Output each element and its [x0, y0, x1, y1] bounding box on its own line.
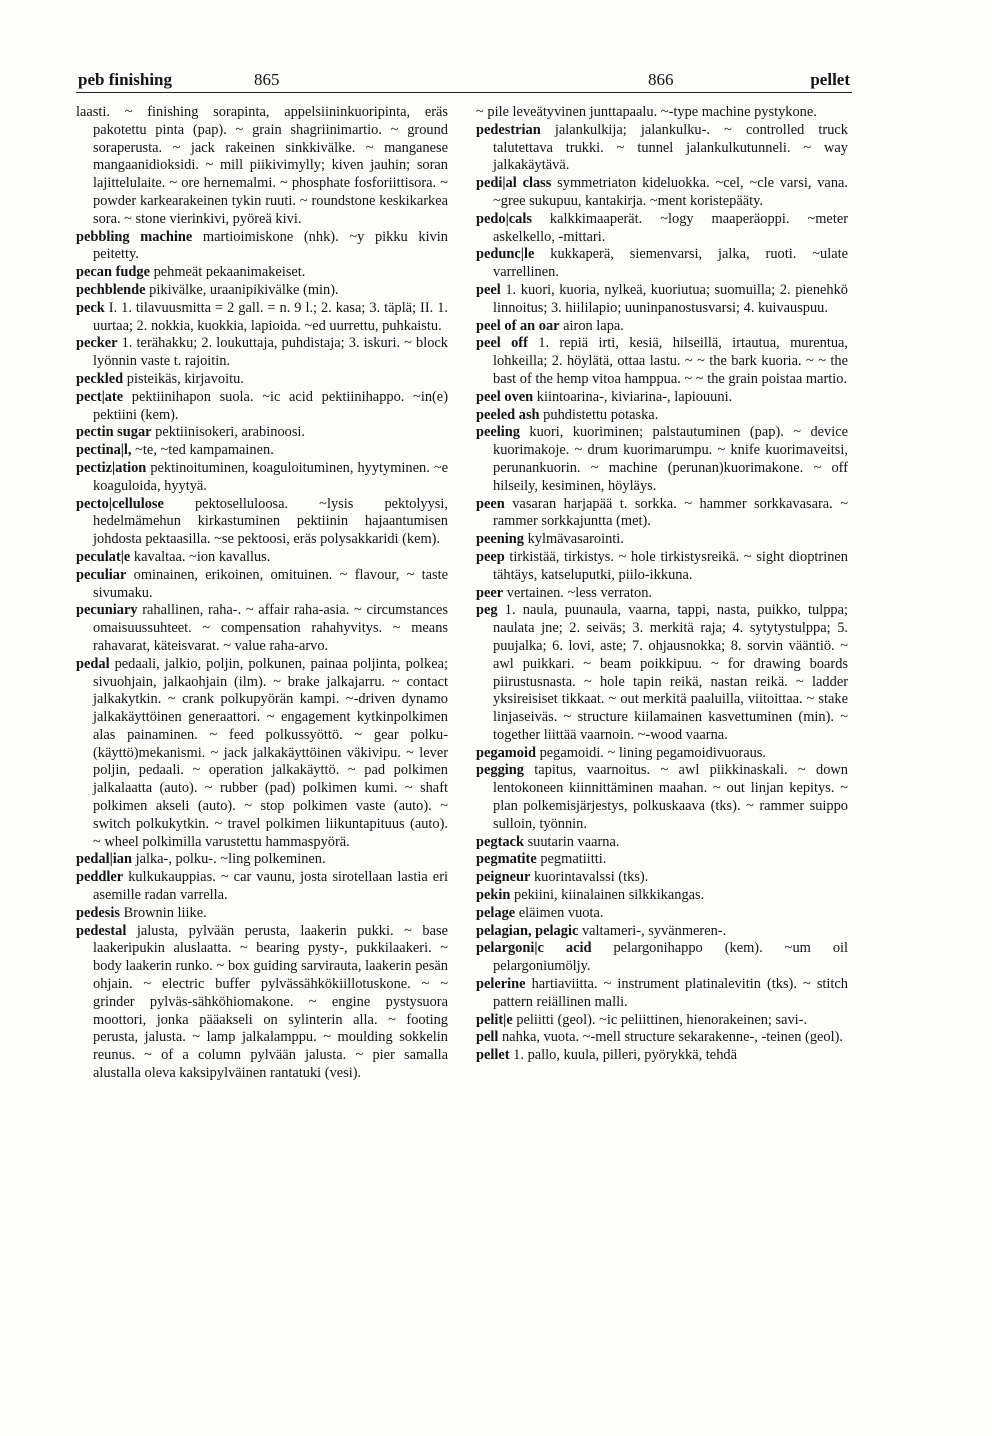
dictionary-entry [76, 389, 448, 425]
dictionary-entry [76, 104, 448, 229]
left-page-number: 865 [254, 70, 280, 89]
entry-headword: pell [476, 1029, 499, 1046]
dictionary-entry [476, 335, 848, 388]
entry-headword: pedesis [76, 904, 120, 921]
dictionary-entry [476, 549, 848, 585]
entry-headword: pecan fudge [76, 264, 150, 281]
entry-definition: I. 1. tilavuusmitta = 2 gall. = n. 9 l.; 2. kasa; 3. täplä; II. 1. uurtaa; 2. nokkia, kuokkia, lapioida. ~ed uurrettu, puhkaistu. [93, 299, 448, 334]
entry-headword: peeling [476, 424, 520, 441]
entry-definition: pegamoidi. ~ lining pegamoidivuoraus. [535, 744, 766, 761]
entry-headword: pectina|l, [76, 442, 132, 459]
dictionary-entry [476, 762, 848, 833]
entry-headword: pedi|al class [476, 175, 552, 192]
entry-headword: pelerine [476, 976, 526, 993]
entry-headword: pedal|ian [76, 851, 132, 868]
entry-definition: ~ pile leveätyvinen junttapaalu. ~-type machine pystykone. [476, 104, 817, 120]
entry-headword: peg [476, 602, 498, 619]
dictionary-entry [476, 496, 848, 532]
entry-headword: pegmatite [476, 851, 537, 868]
entry-headword: peening [476, 531, 524, 548]
left-column [76, 104, 448, 1083]
entry-headword: pekin [476, 887, 511, 904]
dictionary-entry [76, 602, 448, 655]
entry-definition: airon lapa. [559, 317, 624, 334]
dictionary-entry [476, 122, 848, 175]
dictionary-entry [76, 300, 448, 336]
dictionary-entry [476, 407, 848, 425]
entry-headword: peddler [76, 869, 124, 886]
entry-definition: tirkistää, tirkistys. ~ hole tirkistysreikä. ~ sight dioptrinen tähtäys, katseluputki, piilo-ikkuna. [493, 548, 848, 583]
dictionary-entry [76, 229, 448, 265]
dictionary-entry [76, 442, 448, 460]
entry-definition: peliitti (geol). ~ic peliittinen, hienorakeinen; savi-. [512, 1011, 808, 1028]
dictionary-entry [476, 246, 848, 282]
entry-definition: eläimen vuota. [515, 904, 604, 921]
dictionary-entry [476, 923, 848, 941]
entry-headword: pegging [476, 762, 524, 779]
entry-definition: pektiinisokeri, arabinoosi. [151, 424, 306, 441]
entry-headword: peer [476, 584, 504, 601]
right-page-number: 866 [648, 70, 674, 89]
entry-definition: ominainen, erikoinen, omituinen. ~ flavour, ~ taste sivumaku. [93, 566, 448, 601]
entry-definition: kavaltaa. ~ion kavallus. [130, 548, 271, 565]
dictionary-entry [476, 104, 848, 122]
entry-headword: pedestal [76, 922, 127, 939]
dictionary-entry [476, 585, 848, 603]
entry-headword: pedunc|le [476, 246, 535, 263]
entry-definition: 1. repiä irti, kesiä, hilseillä, irtautua, murentua, lohkeilla; 2. höylätä, ottaa lastu. ~ ~ the bark kuoria. ~ ~ the bast of the hemp vitoa hamppua. ~ ~ the grain poistaa martio. [493, 335, 849, 387]
dictionary-entry [476, 602, 848, 744]
entry-definition: vasaran harjapää t. sorkka. ~ hammer sorkkavasara. ~ rammer sorkkajuntta (met). [493, 495, 848, 530]
running-header [78, 70, 850, 94]
dictionary-entry [476, 531, 848, 549]
entry-headword: pedestrian [476, 121, 541, 138]
dictionary-entry [76, 371, 448, 389]
entry-definition: jalka-, polku-. ~ling polkeminen. [131, 851, 326, 868]
entry-headword: pedo|cals [476, 210, 532, 227]
entry-headword: pedal [76, 655, 110, 672]
dictionary-entry [476, 175, 848, 211]
entry-headword: pectin sugar [76, 424, 152, 441]
entry-definition: tapitus, vaarnoitus. ~ awl piikkinaskali. ~ down lentokoneen kiinnittäminen maahan. ~ out linjan kepitys. ~ plan polkemisjärjestys, polkuskaava (tks). ~ rammer suippo sulloin, työnnin. [493, 762, 848, 832]
entry-headword: pegtack [476, 833, 524, 850]
dictionary-entry [476, 976, 848, 1012]
entry-headword: pegamoid [476, 744, 536, 761]
dictionary-entry [76, 496, 448, 549]
dictionary-entry [76, 264, 448, 282]
entry-definition: 1. terähakku; 2. loukuttaja, puhdistaja; 3. iskuri. ~ block lyönnin vaste t. rajoitin. [93, 335, 448, 370]
dictionary-entry [476, 282, 848, 318]
dictionary-entry [76, 424, 448, 442]
entry-definition: laasti. ~ finishing sorapinta, appelsiininkuoripinta, eräs pakotettu pinta (pap). ~ grain shagriinimartio. ~ ground soraperusta. ~ jack rakeinen sinkkivälke. ~ manganese mangaanidioksidi. ~ mill piikivimylly; kiven jauhin; soran lajittelulaite. ~ ore hernemalmi. ~ phosphate fosforiittisora. ~ powder karkearakeinen tykin ruuti. ~ roundstone keskikarkea sora. ~ stone vierinkivi, pyöreä kivi. [76, 104, 448, 227]
entry-definition: 1. pallo, kuula, pilleri, pyörykkä, tehdä [509, 1047, 737, 1064]
dictionary-entry [476, 745, 848, 763]
entry-headword: pecker [76, 335, 118, 352]
entry-headword: pect|ate [76, 388, 124, 405]
dictionary-entry [476, 851, 848, 869]
entry-headword: peck [76, 299, 105, 316]
entry-definition: kiintoarina-, kiviarina-, lapiouuni. [533, 388, 733, 405]
entry-definition: pikivälke, uraanipikivälke (min). [145, 281, 339, 298]
entry-headword: peel off [476, 335, 528, 352]
dictionary-entry [76, 567, 448, 603]
entry-headword: peculat|e [76, 548, 131, 565]
dictionary-entry [76, 282, 448, 300]
entry-headword: pelit|e [476, 1011, 513, 1028]
entry-definition: kuori, kuoriminen; palstautuminen (pap). ~ device kuorimakoje. ~ drum kuorimarumpu. ~ knife kuorimaveitsi, perunankuorin. ~ machine (perunan)kuorimakone. ~ off hilseily, kesiminen, höyläys. [493, 424, 848, 494]
entry-definition: martioimiskone (nhk). ~y pikku kivin peitetty. [93, 228, 448, 263]
entry-definition: pehmeät pekaanimakeiset. [149, 264, 306, 281]
entry-headword: peigneur [476, 869, 531, 886]
entry-headword: pecto|cellulose [76, 495, 164, 512]
entry-headword: pelagian, pelagic [476, 922, 579, 939]
entry-definition: suutarin vaarna. [523, 833, 620, 850]
entry-headword: pechblende [76, 281, 146, 298]
dictionary-entry [76, 905, 448, 923]
dictionary-entry [476, 887, 848, 905]
entry-definition: ~te, ~ted kampamainen. [131, 442, 274, 459]
entry-definition: vertainen. ~less verraton. [503, 584, 653, 601]
entry-definition: rahallinen, raha-. ~ affair raha-asia. ~ circumstances omaisuussuhteet. ~ compensation rahahyvitys. ~ means rahavarat, käteisvarat. ~ value raha-arvo. [93, 602, 448, 654]
entry-headword: peel [476, 281, 501, 298]
entry-definition: pegmatiitti. [536, 851, 607, 868]
entry-definition: hartiaviitta. ~ instrument platinalevitin (tks). ~ stitch pattern reiällinen malli. [493, 976, 848, 1010]
dictionary-entry [476, 834, 848, 852]
entry-definition: jalusta, pylvään perusta, laakerin pukki. ~ base laakeripukin aluslaatta. ~ bearing pysty-, pukkilaakeri. ~ body laakerin runko. ~ box guiding sarvirauta, laakerin pesän ohjain. ~ electric buffer pylvässähkökiillotuskone. ~ ~ grinder pylväs-sähköhiomakone. ~ engine pystysuora moottori, jonka pääakseli on sylinterin alla. ~ footing perusta, jalusta. ~ lamp jalkalamppu. ~ moulding sokkelin reunus. ~ of a column pylvään jalusta. ~ pier samalla alustalla oleva kaksipylväinen rantatuki (vesi). [93, 922, 448, 1082]
dictionary-entry [476, 424, 848, 495]
entry-definition: pektoselluloosa. ~lysis pektolyysi, hedelmämehun kirkastuminen pektiinin hajaantumisen johdosta pektaasilla. ~se pektoosi, eräs polysakkaridi (kem). [93, 495, 448, 548]
entry-definition: jalankulkija; jalankulku-. ~ controlled truck talutettava trukki. ~ tunnel jalankulkutunneli. ~ way jalkakäytävä. [493, 121, 848, 174]
entry-definition: kulkukauppias. ~ car vaunu, josta sirotellaan lastia eri asemille radan varrella. [93, 869, 448, 904]
dictionary-entry [76, 869, 448, 905]
entry-definition: pektinoituminen, koaguloituminen, hyytyminen. ~e koaguloida, hyytyä. [93, 459, 448, 494]
entry-headword: peel oven [476, 388, 534, 405]
dictionary-entry [476, 1012, 848, 1030]
dictionary-entry [476, 1029, 848, 1047]
entry-headword: peeled ash [476, 406, 540, 423]
right-column [476, 104, 848, 1065]
entry-definition: 1. kuori, kuoria, nylkeä, kuoriutua; suomuilla; 2. pienehkö linnoitus; 3. hiililapio; uuninpanostusvarsi; 4. kuivauspuu. [493, 281, 848, 316]
entry-headword: pelage [476, 904, 516, 921]
dictionary-entry [476, 940, 848, 976]
right-guide-word: pellet [810, 70, 850, 89]
entry-definition: pisteikäs, kirjavoitu. [123, 370, 244, 387]
entry-headword: peel of an oar [476, 317, 560, 334]
entry-definition: pedaali, jalkio, poljin, polkunen, painaa poljinta, polkea; sivuohjain, jalkaohjain (ilm). ~ brake jalkajarru. ~ contact jalkakytkin. ~ crank polkupyörän kampi. ~-driven dynamo jalkakäyttöinen generaattori. ~ engagement kytkinpolkimen alas painaminen. ~ feed polkussyöttö. ~ gear polku-(käyttö)mekanismi. ~ jack jalkakäyttöinen väkivipu. ~ lever poljin, pedaali. ~ operation jalkakäyttö. ~ pad polkimen jalkalaatta (auto). ~ rubber (pad) polkimen kumi. ~ shaft polkimen akseli (auto). ~ stop polkimen vaste (auto). ~ switch polkukytkin. ~ travel polkimen liikuntapituus (auto). ~ wheel polkimilla varustettu hammaspyörä. [93, 655, 448, 850]
dictionary-entry [476, 318, 848, 336]
left-guide-word: peb finishing [78, 70, 173, 89]
dictionary-entry [76, 851, 448, 869]
entry-headword: pellet [476, 1047, 510, 1064]
entry-headword: pecuniary [76, 602, 138, 619]
entry-definition: 1. naula, puunaula, vaarna, tappi, nasta, puikko, tulppa; naulata jne; 2. seiväs; 3. merkitä raja; 4. sytytystulppa; 5. puujalka; 6. lovi, aste; 7. ohjausnokka; 8. sorvin vääntiö. ~ awl puikkari. ~ beam poikkipuu. ~ for drawing boards piirustusnasta. ~ hole tapin reikä, nastan reikä. ~ ladder yksireisiset tikkaat. ~ out merkitä paaluilla, viitoittaa. ~ stake linjaseiväs. ~ structure kiilamainen kasvettuminen (min). ~ together liittää vaarnoin. ~-wood vaarna. [493, 602, 848, 743]
entry-definition: kylmävasarointi. [523, 531, 624, 548]
entry-headword: peen [476, 495, 505, 512]
dictionary-entry [76, 656, 448, 852]
entry-definition: pektiinihapon suola. ~ic acid pektiinihappo. ~in(e) pektiini (kem). [93, 388, 448, 423]
entry-headword: peep [476, 548, 505, 565]
dictionary-entry [76, 923, 448, 1083]
dictionary-entry [476, 1047, 848, 1065]
entry-definition: pelargonihappo (kem). ~um oil pelargoniumöljy. [493, 940, 849, 975]
dictionary-entry [76, 335, 448, 371]
entry-definition: valtameri-, syvänmeren-. [578, 922, 727, 939]
dictionary-entry [476, 869, 848, 887]
dictionary-entry [76, 460, 448, 496]
entry-headword: peculiar [76, 566, 127, 583]
entry-definition: Brownin liike. [119, 904, 207, 921]
entry-definition: symmetriaton kideluokka. ~cel, ~cle varsi, vana. ~gree sukupuu, kantakirja. ~ment koristepääty. [493, 175, 848, 209]
dictionary-entry [476, 389, 848, 407]
entry-headword: pebbling machine [76, 228, 193, 245]
dictionary-entry [476, 211, 848, 247]
entry-definition: kuorintavalssi (tks). [530, 869, 649, 886]
entry-definition: nahka, vuota. ~-mell structure sekarakenne-, -teinen (geol). [498, 1029, 844, 1046]
entry-definition: pekiini, kiinalainen silkkikangas. [510, 887, 705, 904]
entry-headword: peckled [76, 370, 124, 387]
entry-definition: kalkkimaaperät. ~logy maaperäoppi. ~meter askelkello, -mittari. [493, 210, 848, 245]
dictionary-entry [476, 905, 848, 923]
entry-headword: pectiz|ation [76, 459, 147, 476]
entry-headword: pelargoni|c acid [476, 940, 592, 957]
entry-definition: puhdistettu potaska. [539, 406, 659, 423]
entry-definition: kukkaperä, siemenvarsi, jalka, ruoti. ~ulate varrellinen. [493, 246, 848, 281]
header-rule [76, 92, 852, 93]
dictionary-entry [76, 549, 448, 567]
